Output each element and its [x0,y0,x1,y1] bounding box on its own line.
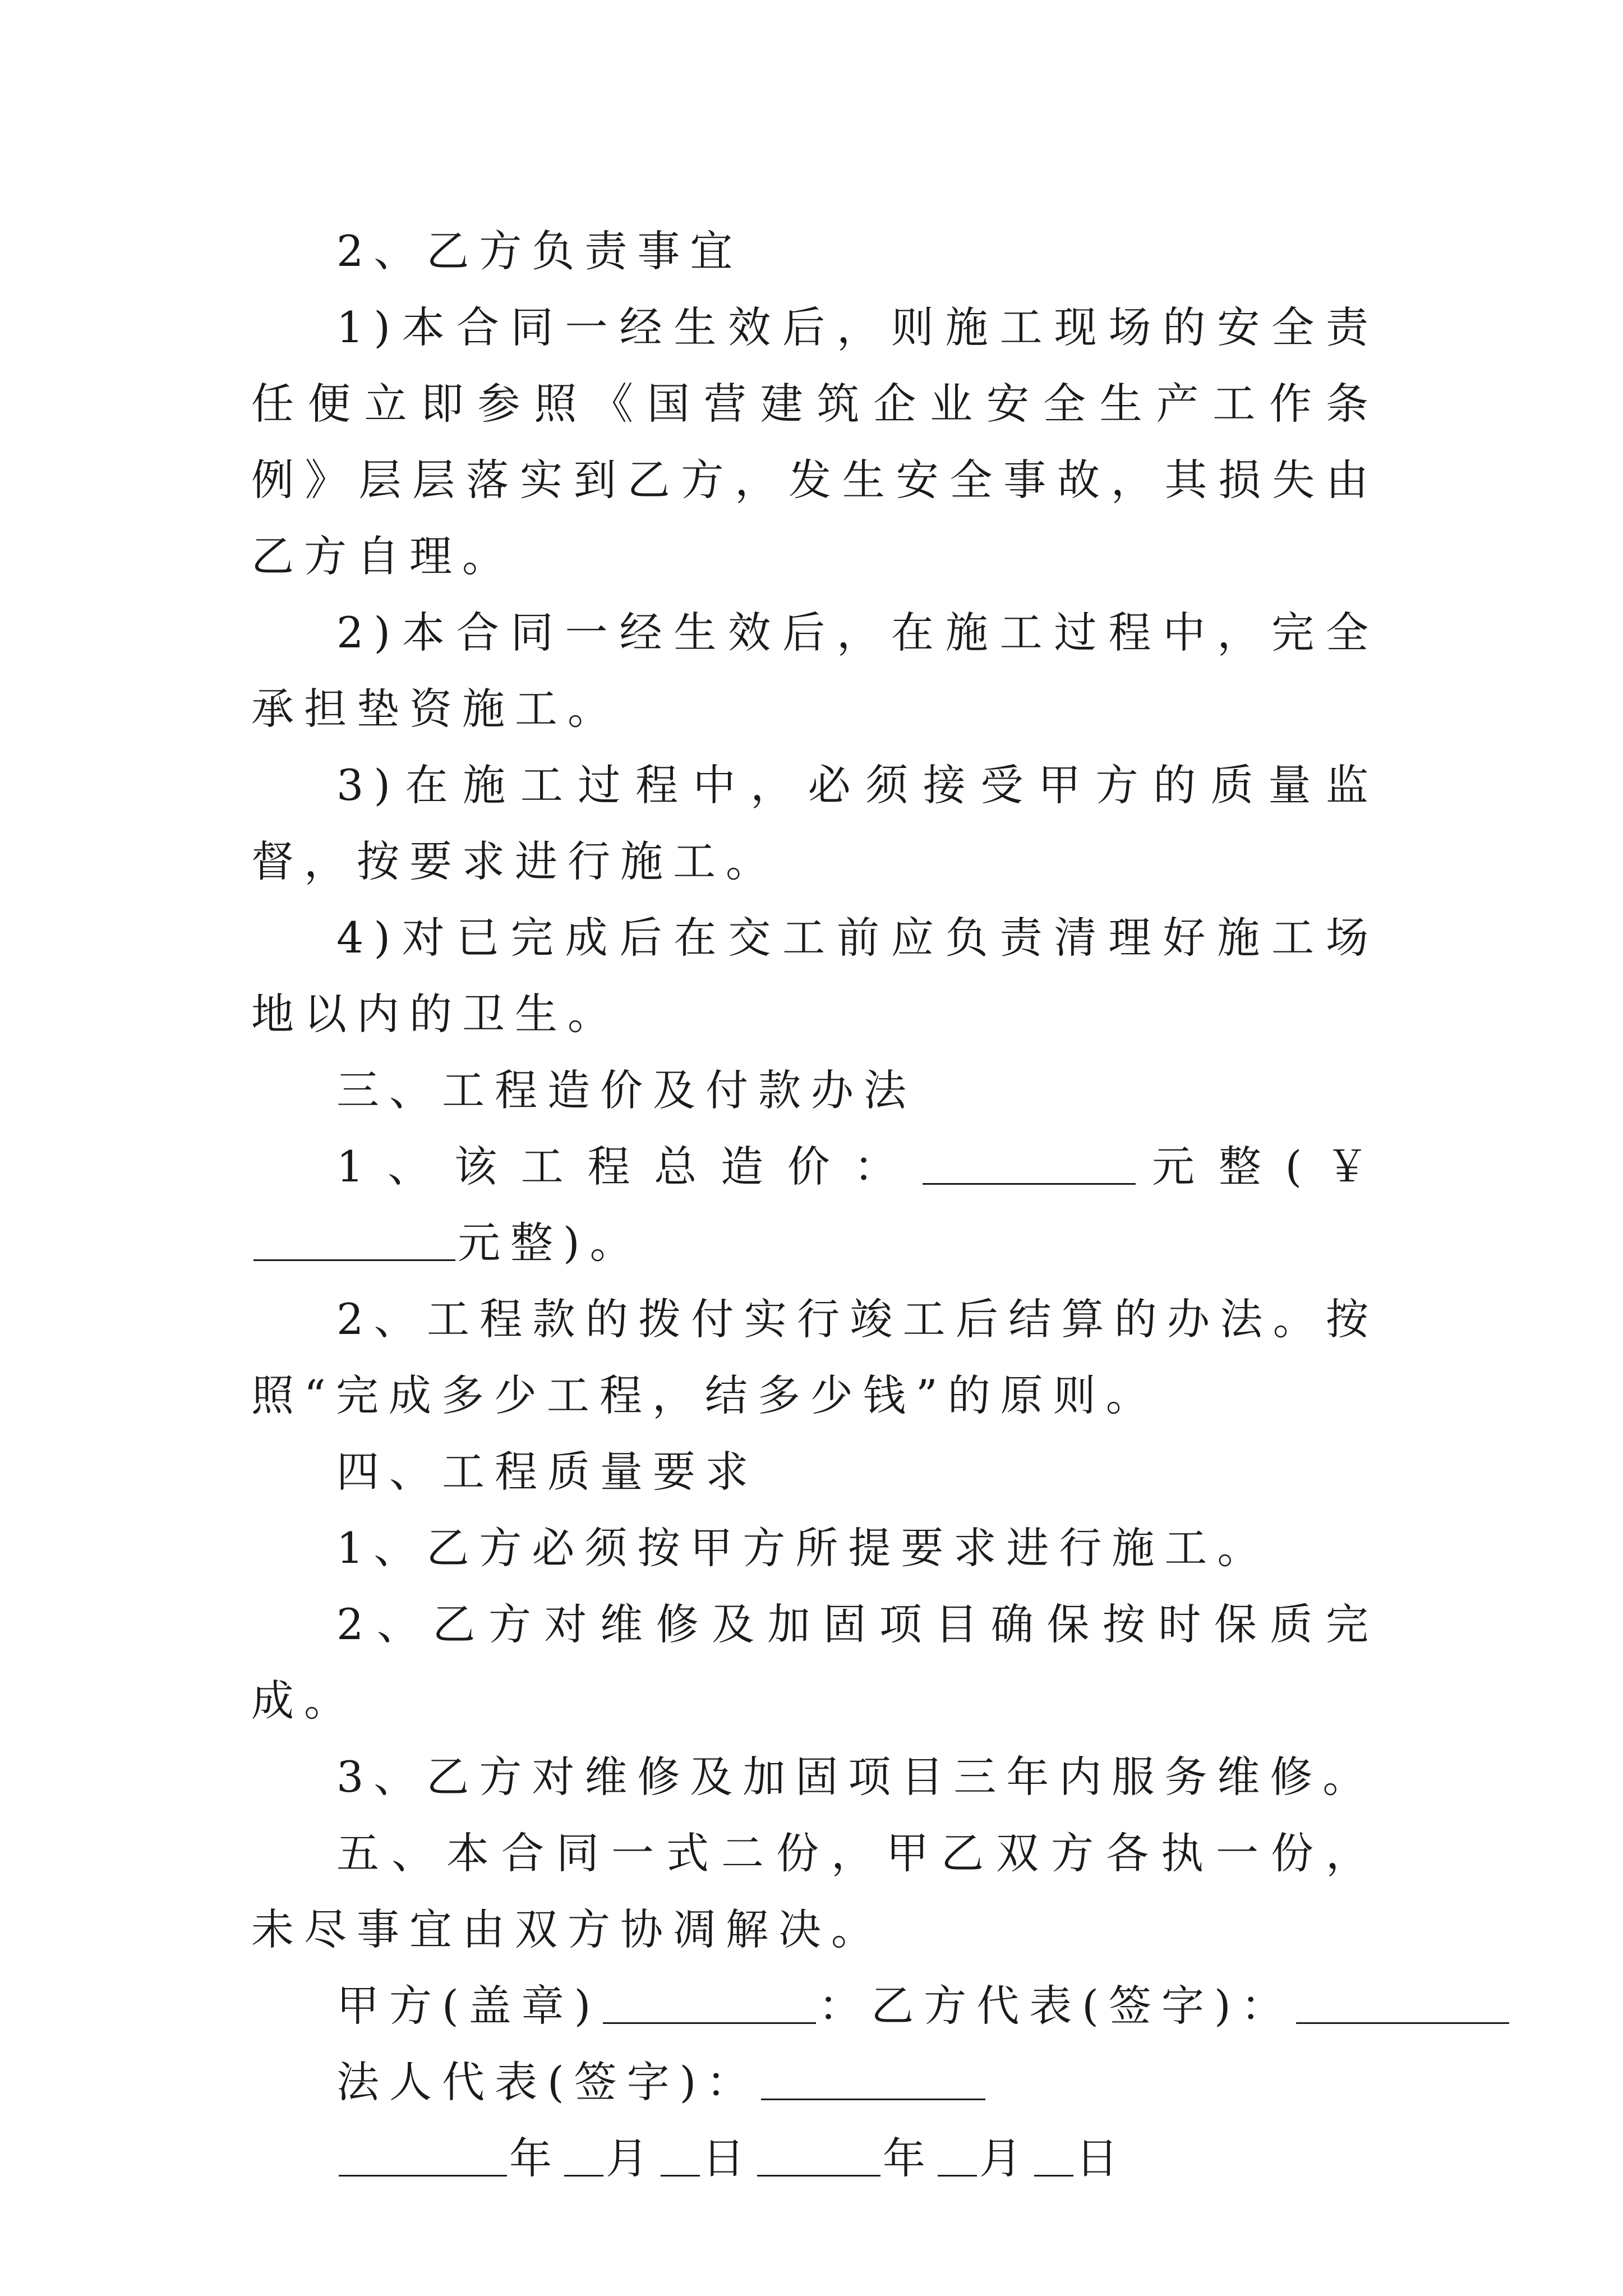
legal-rep-label: 法人代表(签字)： [336,2057,759,2107]
quality-item-1: 1、乙方必须按甲方所提要求进行施工。 [336,1523,1270,1573]
date-a-month: 月 [606,2133,658,2183]
date-a-year-blank [339,2136,507,2177]
date-b-day: 日 [1076,2133,1128,2183]
date-a-day: 日 [702,2133,755,2183]
date-b-day-blank [1034,2136,1073,2177]
price-prefix: 1、该工程总造价： [336,1142,921,1191]
date-a-year: 年 [509,2133,562,2183]
section-3-heading: 三、工程造价及付款办法 [336,1065,916,1115]
price-amount-blank [923,1144,1136,1185]
price-numeric-blank [253,1220,455,1261]
quality-item-2: 2、乙方对维修及加固项目确保按时保质完成。 [251,1599,1378,1726]
date-b-year-blank [757,2136,880,2177]
date-a-month-blank [564,2136,603,2177]
party-a-seal-blank [603,1983,816,2024]
party-b-signature-blank [1296,1983,1509,2024]
total-price-clause [251,1129,1378,1281]
date-b-month-blank [938,2136,977,2177]
section-2-heading: 2、乙方负责事宜 [336,226,743,276]
legal-rep-signature-blank [761,2059,985,2100]
party-a-label: 甲方(盖章) [336,1981,601,2031]
signature-line-parties [251,1968,1378,2044]
payment-clause: 2、工程款的拨付实行竣工后结算的办法。按照“完成多少工程，结多少钱”的原则。 [251,1294,1378,1420]
date-line [251,2120,1378,2197]
price-mid: 元整(￥ [1138,1142,1378,1191]
signature-line-legal-rep [251,2044,1378,2120]
responsibility-item-2: 2)本合同一经生效后，在施工过程中，完全承担垫资施工。 [251,608,1378,734]
price-suffix: 元整)。 [458,1218,643,1268]
date-a-day-blank [661,2136,700,2177]
section-5-clause: 五、本合同一式二份，甲乙双方各执一份，未尽事宜由双方协凋解决。 [251,1828,1378,1954]
party-b-label: ：乙方代表(签字)： [818,1981,1294,2031]
responsibility-item-1: 1)本合同一经生效后，则施工现场的安全责任便立即参照《国营建筑企业安全生产工作条例》层层落实到乙方，发生安全事故，其损失由乙方自理。 [251,302,1378,581]
contract-body [251,213,1378,2197]
section-4-heading: 四、工程质量要求 [336,1447,758,1497]
responsibility-item-3: 3)在施工过程中，必须接受甲方的质量监督，按要求进行施工。 [251,760,1378,886]
responsibility-item-4: 4)对已完成后在交工前应负责清理好施工场地以内的卫生。 [251,913,1378,1039]
quality-item-3: 3、乙方对维修及加固项目三年内服务维修。 [336,1752,1376,1802]
date-b-year: 年 [883,2133,935,2183]
date-b-month: 月 [979,2133,1032,2183]
